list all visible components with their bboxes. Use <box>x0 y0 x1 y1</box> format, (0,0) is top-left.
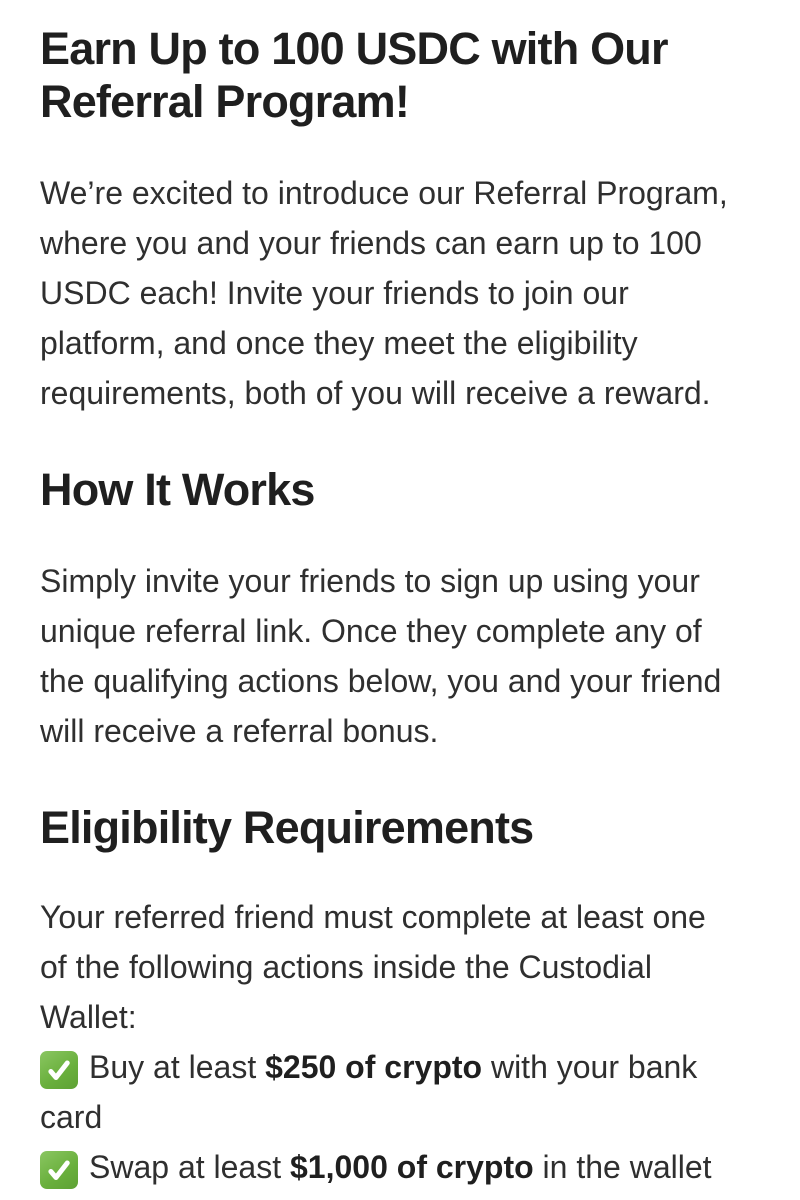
eligibility-paragraph: Your referred friend must complete at least one of the following actions inside the Custodial Wallet: <box>40 899 706 1035</box>
checklist-item-text-after: with your bank card <box>40 1049 698 1135</box>
page-title: Earn Up to 100 USDC with Our Referral Program! <box>40 23 668 127</box>
section-heading-how-it-works: How It Works <box>40 464 315 515</box>
eligibility-checklist <box>40 1042 740 1192</box>
intro-paragraph: We’re excited to introduce our Referral Program, where you and your friends can earn up to 100 USDC each! Invite your friends to join our platform, and once they meet the eligibility requirements, both of you will receive a reward. <box>40 175 728 411</box>
check-mark-icon <box>40 1051 78 1089</box>
checklist-item-buy <box>40 1042 740 1142</box>
checklist-item-text-before: Buy at least <box>89 1049 266 1085</box>
checklist-item-swap <box>40 1142 740 1192</box>
checklist-item-text-before: Swap at least <box>89 1149 290 1185</box>
checklist-item-bold-amount: $250 of crypto <box>265 1049 483 1085</box>
checklist-item-bold-amount: $1,000 of crypto <box>290 1149 534 1185</box>
checklist-item-text-after: in the wallet <box>533 1149 712 1185</box>
how-it-works-paragraph: Simply invite your friends to sign up using your unique referral link. Once they complete any of the qualifying actions below, you and your friend will receive a referral bonus. <box>40 563 722 749</box>
section-heading-eligibility-requirements: Eligibility Requirements <box>40 802 534 853</box>
check-mark-icon <box>40 1151 78 1189</box>
